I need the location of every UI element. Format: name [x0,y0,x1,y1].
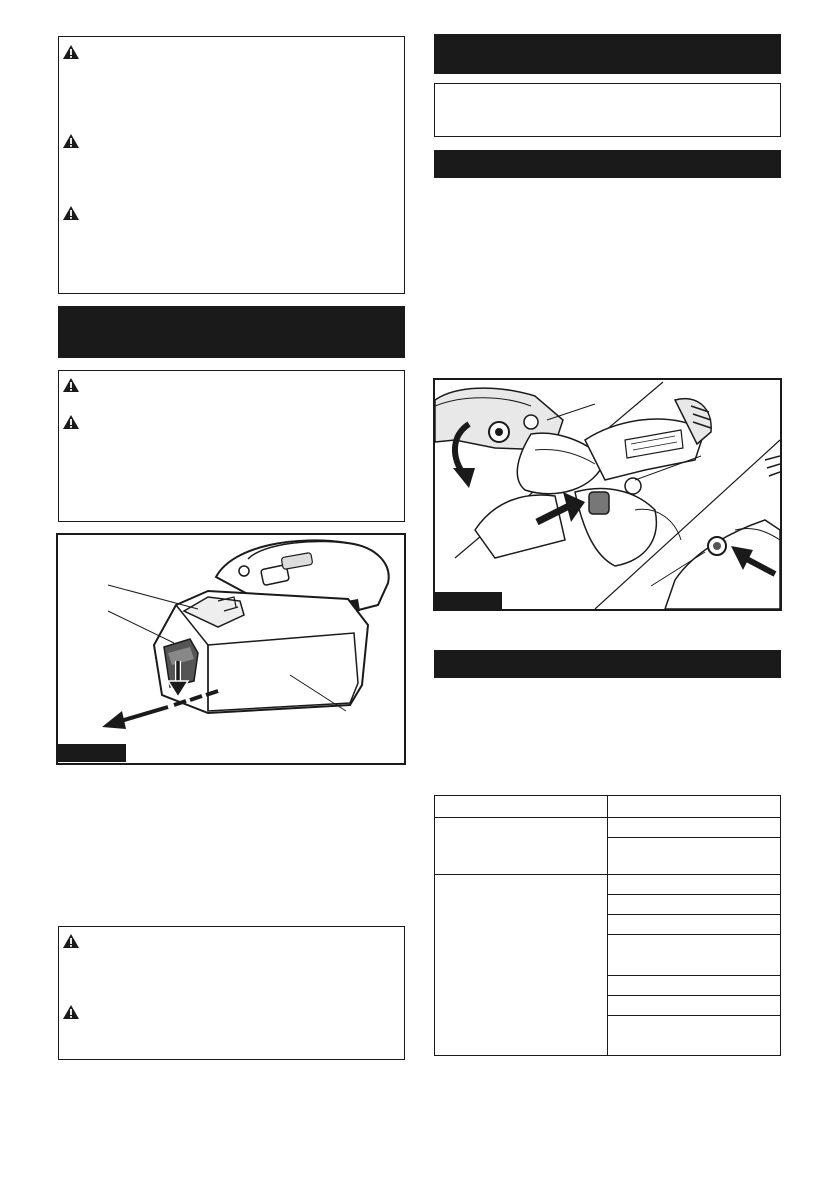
table-group-cell [434,874,608,1056]
warning-triangle-icon [62,377,80,393]
caution-box-top [58,36,405,294]
table-cell [607,1015,781,1056]
caution-box-middle [58,370,405,522]
table-group-cell [434,817,608,875]
caution-box-bottom [58,926,405,1060]
warning-triangle-icon [62,1004,80,1020]
table-header-cell [434,795,608,818]
table-cell [607,934,781,976]
warning-triangle-icon [62,933,80,949]
table-header-cell [607,795,781,818]
section-heading-bar [58,306,405,358]
figure-number-tag [58,744,126,762]
switch-operation-illustration [435,380,780,609]
table-cell [607,995,781,1016]
section-heading-bar [434,34,781,74]
figure-number-tag [434,592,502,610]
figure-battery-removal [56,533,406,765]
table-cell [607,975,781,996]
section-heading-bar [434,650,781,678]
table-cell [607,817,781,838]
warning-triangle-icon [62,133,80,149]
table-cell [607,894,781,915]
table-cell [607,914,781,935]
note-box [434,83,781,137]
table-cell [607,837,781,875]
warning-triangle-icon [62,414,80,430]
table-cell [607,874,781,895]
figure-switch-operation [433,378,782,611]
battery-removal-illustration [58,535,404,763]
warning-triangle-icon [62,44,80,60]
section-heading-bar [434,150,781,178]
warning-triangle-icon [62,205,80,221]
specification-table [434,795,781,1056]
